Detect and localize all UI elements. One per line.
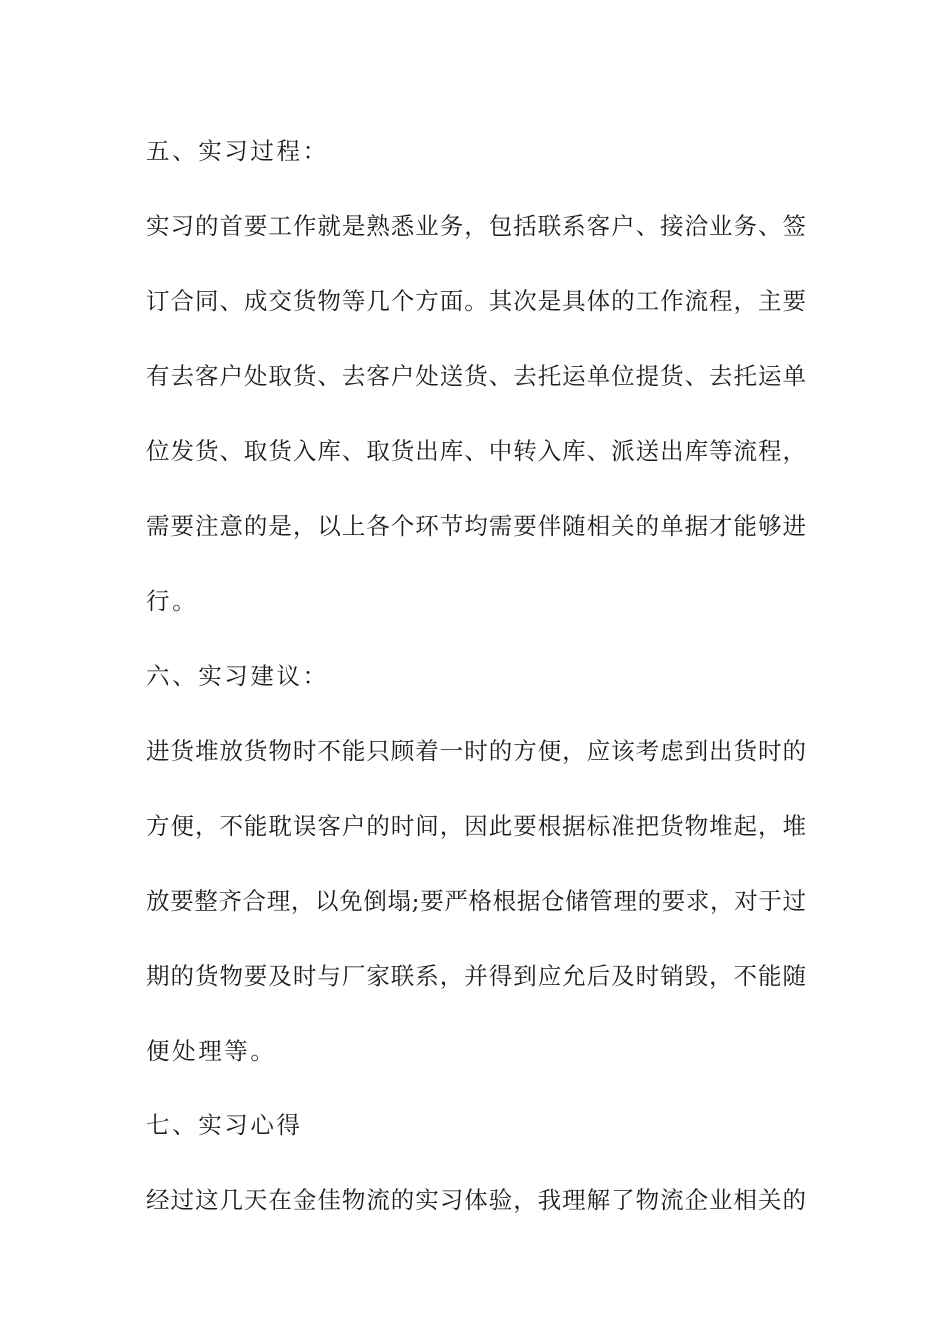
paragraph-line: 行。 <box>146 587 199 615</box>
paragraph-line: 需要注意的是，以上各个环节均需要伴随相关的单据才能够进 <box>146 512 806 540</box>
paragraph-line: 进货堆放货物时不能只顾着一时的方便，应该考虑到出货时的 <box>146 737 806 765</box>
paragraph-line: 期的货物要及时与厂家联系，并得到应允后及时销毁，不能随 <box>146 962 806 990</box>
paragraph-line: 便处理等。 <box>146 1037 277 1065</box>
paragraph-line: 有去客户处取货、去客户处送货、去托运单位提货、去托运单 <box>146 362 806 390</box>
paragraph-line: 放要整齐合理，以免倒塌;要严格根据仓储管理的要求，对于过 <box>146 887 806 915</box>
paragraph-line: 方便，不能耽误客户的时间，因此要根据标准把货物堆起，堆 <box>146 812 806 840</box>
section-heading: 七、实习心得 <box>146 1111 303 1139</box>
paragraph-line: 订合同、成交货物等几个方面。其次是具体的工作流程，主要 <box>146 287 806 315</box>
paragraph-line: 位发货、取货入库、取货出库、中转入库、派送出库等流程， <box>146 437 806 465</box>
paragraph-line: 经过这几天在金佳物流的实习体验，我理解了物流企业相关的 <box>146 1186 806 1214</box>
section-heading: 六、实习建议： <box>146 662 329 690</box>
paragraph-line: 实习的首要工作就是熟悉业务，包括联系客户、接洽业务、签 <box>146 212 806 240</box>
section-heading: 五、实习过程： <box>146 137 329 165</box>
